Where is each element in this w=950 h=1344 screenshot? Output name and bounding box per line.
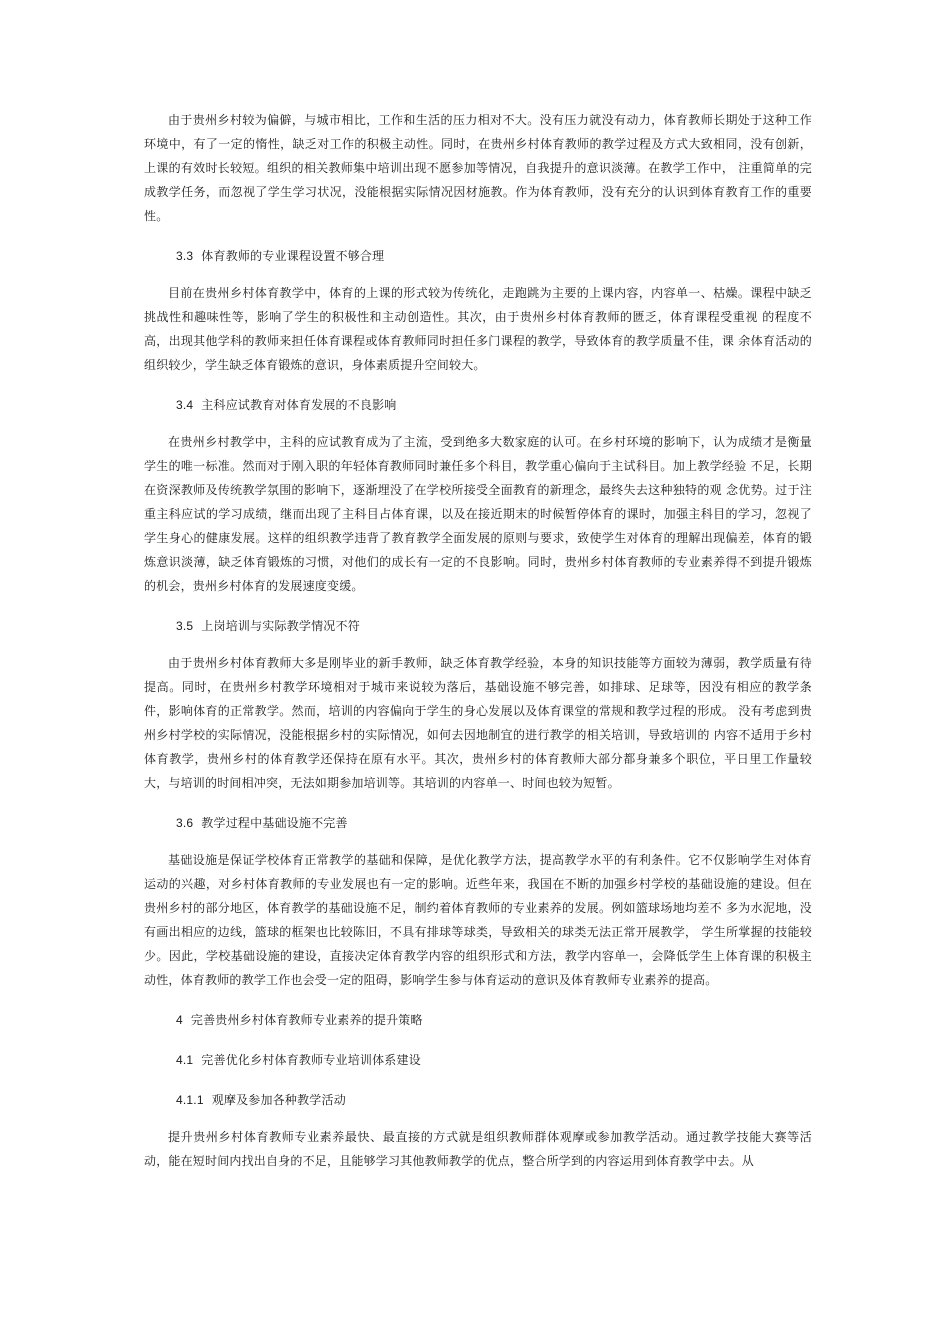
section-title: 完善贵州乡村体育教师专业素养的提升策略	[190, 1013, 423, 1027]
document-page	[144, 108, 812, 1173]
paragraph-3-3: 目前在贵州乡村体育教学中，体育的上课的形式较为传统化，走跑跳为主要的上课内容，内容单一、枯燥。课程中缺乏挑战性和趣味性等，影响了学生的积极性和主动创造性。其次，由于贵州乡村体育教师的匮乏，体育课程受重视 的程度不高，出现其他学科的教师来担任体育课程或体育教师同时担任多门课程的教学，导致体育的教学质量不佳，课 余体育活动的组织较少，学生缺乏体育锻炼的意识，身体素质提升空间较大。	[144, 286, 812, 372]
section-number: 4.1	[176, 1053, 194, 1067]
section-heading-3-6	[144, 811, 812, 835]
section-number: 3.6	[176, 816, 194, 830]
paragraph-intro: 由于贵州乡村较为偏僻，与城市相比，工作和生活的压力相对不大。没有压力就没有动力，体育教师长期处于这种工作环境中，有了一定的惰性，缺乏对工作的积极主动性。同时，在贵州乡村体育教师的教学过程及方式大致相同，没有创新，上课的有效时长较短。组织的相关教师集中培训出现不愿参加等情况，自我提升的意识淡薄。在教学工作中， 注重简单的完成教学任务，而忽视了学生学习状况，没能根据实际情况因材施教。作为体育教师，没有充分的认识到体育教育工作的重要性。	[144, 113, 812, 223]
section-title: 观摩及参加各种教学活动	[211, 1093, 346, 1107]
section-number: 3.3	[176, 249, 194, 263]
section-title: 体育教师的专业课程设置不够合理	[201, 249, 385, 263]
section-heading-4-1-1	[144, 1088, 812, 1112]
section-number: 3.4	[176, 398, 194, 412]
section-heading-4-1	[144, 1048, 812, 1072]
section-heading-3-4	[144, 393, 812, 417]
section-number: 3.5	[176, 619, 194, 633]
section-title: 教学过程中基础设施不完善	[201, 816, 348, 830]
paragraph-3-5: 由于贵州乡村体育教师大多是刚毕业的新手教师，缺乏体育教学经验，本身的知识技能等方面较为薄弱，教学质量有待提高。同时，在贵州乡村教学环境相对于城市来说较为落后，基础设施不够完善，如排球、足球等，因没有相应的教学条件，影响体育的正常教学。然而，培训的内容偏向于学生的身心发展以及体育课堂的常规和教学过程的形成。 没有考虑到贵州乡村学校的实际情况，没能根据乡村的实际情况，如何去因地制宜的进行教学的相关培训，导致培训的 内容不适用于乡村体育教学，贵州乡村的体育教学还保持在原有水平。其次，贵州乡村的体育教师大部分都身兼多个职位，平日里工作量较大，与培训的时间相冲突，无法如期参加培训等。其培训的内容单一、时间也较为短暂。	[144, 656, 812, 790]
section-number: 4.1.1	[176, 1093, 204, 1107]
paragraph-4-1-1: 提升贵州乡村体育教师专业素养最快、最直接的方式就是组织教师群体观摩或参加教学活动。通过教学技能大赛等活动，能在短时间内找出自身的不足，且能够学习其他教师教学的优点，整合所学到的内容运用到体育教学中去。从	[144, 1130, 812, 1168]
section-number: 4	[176, 1013, 183, 1027]
paragraph-3-6: 基础设施是保证学校体育正常教学的基础和保障，是优化教学方法，提高教学水平的有利条件。它不仅影响学生对体育运动的兴趣，对乡村体育教师的专业发展也有一定的影响。近些年来，我国在不断的加强乡村学校的基础设施的建设。但在贵州乡村的部分地区，体育教学的基础设施不足，制约着体育教师的专业素养的发展。例如篮球场地均差不 多为水泥地，没有画出相应的边线，篮球的框架也比较陈旧，不具有排球等球类，导致相关的球类无法正常开展教学， 学生所掌握的技能较少。因此，学校基础设施的建设，直接决定体育教学内容的组织形式和方法，教学内容单一，会降低学生上体育课的积极主动性，体育教师的教学工作也会受一定的阻碍，影响学生参与体育运动的意识及体育教师专业素养的提高。	[144, 853, 812, 987]
section-heading-3-5	[144, 614, 812, 638]
section-heading-3-3	[144, 244, 812, 268]
section-title: 上岗培训与实际教学情况不符	[201, 619, 360, 633]
section-heading-4	[144, 1008, 812, 1032]
section-title: 主科应试教育对体育发展的不良影响	[201, 398, 397, 412]
paragraph-3-4: 在贵州乡村教学中，主科的应试教育成为了主流，受到绝多大数家庭的认可。在乡村环境的影响下，认为成绩才是衡量学生的唯一标准。然而对于刚入职的年轻体育教师同时兼任多个科目，教学重心偏向于主试科目。加上教学经验 不足，长期在资深教师及传统教学氛围的影响下，逐渐埋没了在学校所接受全面教育的新理念，最终失去这种独特的观 念优势。过于注重主科应试的学习成绩，继而出现了主科目占体育课，以及在接近期末的时候暂停体育的课时，加强主科目的学习，忽视了学生身心的健康发展。这样的组织教学违背了教育教学全面发展的原则与要求，致使学生对体育的理解出现偏差，体育的锻炼意识淡薄，缺乏体育锻炼的习惯，对他们的成长有一定的不良影响。同时，贵州乡村体育教师的专业素养得不到提升锻炼的机会，贵州乡村体育的发展速度变缓。	[144, 435, 812, 593]
section-title: 完善优化乡村体育教师专业培训体系建设	[201, 1053, 421, 1067]
